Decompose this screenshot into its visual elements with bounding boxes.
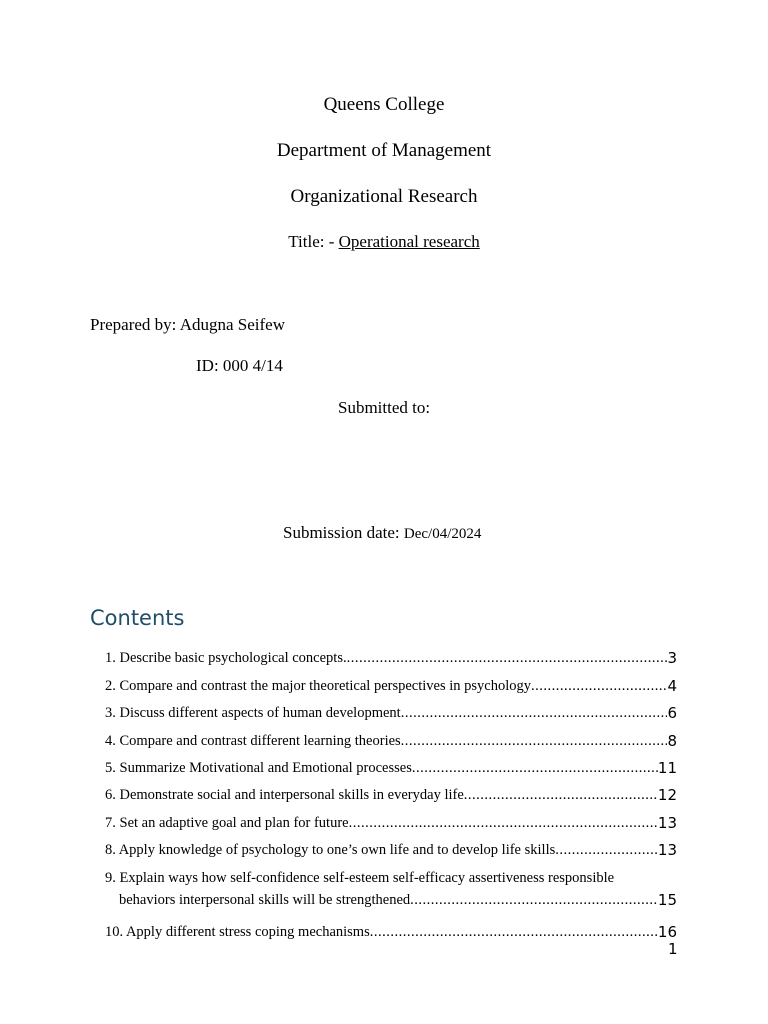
toc-entry-text: 6. Demonstrate social and interpersonal skills in everyday life (105, 787, 464, 804)
toc-page-number: 13 (657, 841, 677, 860)
toc-leader-dots (401, 704, 668, 722)
toc-page-number: 16 (657, 922, 677, 941)
submission-date-label: Submission date: (283, 523, 404, 542)
toc-entry-text: 4. Compare and contrast different learning theories (105, 732, 401, 749)
toc-leader-dots (349, 814, 658, 832)
title-text: Operational research (338, 232, 480, 251)
prepared-by: Prepared by: Adugna Seifew (90, 315, 285, 334)
toc-entry[interactable] (105, 722, 677, 749)
course-name: Organizational Research (290, 186, 478, 207)
toc-page-number: 11 (657, 758, 677, 777)
department-name: Department of Management (276, 140, 492, 161)
toc-leader-dots (555, 841, 658, 859)
toc-leader-dots (401, 732, 668, 750)
page-number: 1 (668, 940, 678, 958)
toc-page-number: 8 (667, 731, 677, 750)
toc-entry-text-line1: 9. Explain ways how self-confidence self-esteem self-efficacy assertiveness responsible (105, 870, 615, 887)
title-line (0, 231, 768, 253)
table-of-contents (105, 640, 677, 941)
toc-entry-text: 2. Compare and contrast the major theoretical perspectives in psychology (105, 677, 532, 694)
toc-entry[interactable] (105, 640, 677, 667)
toc-leader-dots (531, 677, 667, 695)
toc-leader-dots (410, 891, 658, 909)
toc-page-number: 3 (667, 649, 677, 668)
toc-entry-text-line2: behaviors interpersonal skills will be strengthened (119, 892, 411, 909)
toc-entry[interactable] (105, 695, 677, 722)
student-id: ID: 000 4/14 (196, 356, 283, 375)
toc-leader-dots (412, 759, 658, 777)
toc-entry-text: 3. Discuss different aspects of human development (105, 705, 401, 722)
toc-entry-text: 7. Set an adaptive goal and plan for future (105, 814, 349, 831)
toc-page-number: 13 (657, 813, 677, 832)
toc-entry-text: 1. Describe basic psychological concepts. (105, 650, 347, 667)
toc-leader-dots (370, 923, 658, 941)
toc-page-number: 15 (657, 891, 677, 910)
submitted-to: Submitted to: (338, 398, 431, 417)
toc-entry[interactable] (105, 859, 677, 913)
submission-date: Dec/04/2024 (403, 526, 482, 542)
toc-entry-text: 10. Apply different stress coping mechanisms (105, 923, 370, 940)
college-name: Queens College (323, 94, 445, 115)
contents-heading: Contents (90, 606, 185, 630)
toc-page-number: 6 (667, 704, 677, 723)
toc-leader-dots (464, 786, 658, 804)
toc-entry-text: 5. Summarize Motivational and Emotional processes (105, 759, 412, 776)
toc-page-number: 12 (657, 786, 677, 805)
toc-leader-dots (347, 649, 668, 667)
title-prefix: Title: - (288, 232, 339, 251)
toc-entry[interactable] (105, 832, 677, 859)
toc-entry[interactable] (105, 913, 677, 940)
toc-entry[interactable] (105, 667, 677, 694)
toc-entry[interactable] (105, 777, 677, 804)
toc-entry-text: 8. Apply knowledge of psychology to one’s own life and to develop life skills (105, 842, 556, 859)
toc-entry[interactable] (105, 804, 677, 831)
toc-entry[interactable] (105, 750, 677, 777)
toc-page-number: 4 (667, 676, 677, 695)
submission-date-line (283, 523, 481, 544)
toc-entry-continuation (105, 887, 677, 909)
